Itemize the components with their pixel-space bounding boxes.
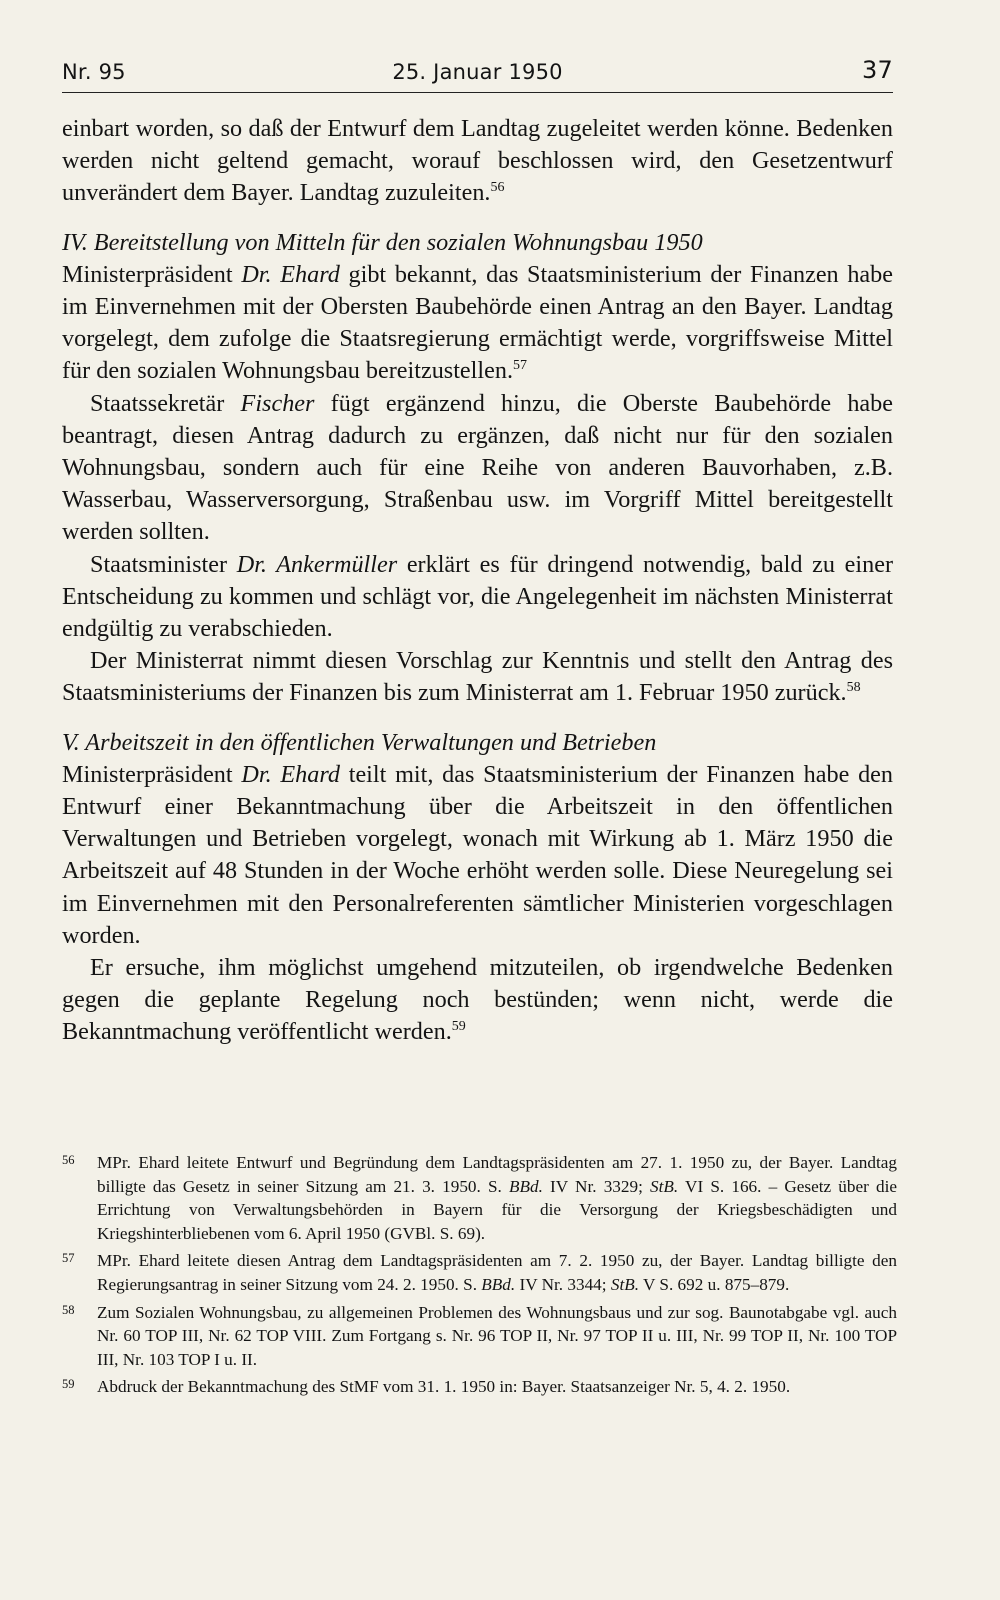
footnote-ref[interactable]: 59 xyxy=(451,1019,466,1035)
document-number: Nr. 95 xyxy=(62,60,126,84)
person-name: Fischer xyxy=(240,389,315,417)
footnote: 57 MPr. Ehard leitete diesen Antrag dem Landtagspräsidenten am 7. 2. 1950 zu, der Bayer. Landtag billigte den Regierungsantrag in seiner Sitzung vom 24. 2. 1950. S. BBd. IV Nr. 3344; StB. V S. 692 u. 875–879. xyxy=(62,1249,897,1296)
section-heading: V. Arbeitszeit in den öffentlichen Verwaltungen und Betrieben xyxy=(62,728,657,756)
paragraph: Der Ministerrat nimmt diesen Vorschlag zur Kenntnis und stellt den Antrag des Staatsministeriums der Finanzen bis zum Ministerrat am 1. Februar 1950 zurück.$^{58}$ xyxy=(62,647,893,707)
footnotes xyxy=(62,1151,897,1403)
paragraph: Er ersuche, ihm möglichst umgehend mitzuteilen, ob irgendwelche Bedenken gegen die geplante Regelung noch bestünden; wenn nicht, werde die Bekanntmachung veröffentlicht werden.$^{59}$ xyxy=(62,954,893,1046)
paragraph: Staatssekretär Fischer fügt ergänzend hinzu, die Oberste Baubehörde habe beantragt, diesen Antrag dadurch zu ergänzen, daß nicht nur für den sozialen Wohnungsbau, sondern auch für eine Reihe von anderen Bauvorhaben, z.B. Wasserbau, Wasserversorgung, Straßenbau usw. im Vorgriff Mittel bereitgestellt werden sollten. xyxy=(62,389,893,546)
paragraph: Staatsminister Dr. Ankermüller erklärt es für dringend notwendig, bald zu einer Entscheidung zu kommen und schlägt vor, die Angelegenheit im nächsten Ministerrat endgültig zu verabschieden. xyxy=(62,550,894,643)
footnote-ref[interactable]: 57 xyxy=(513,358,527,374)
footnote-number: 59 xyxy=(62,1377,75,1392)
footnote-number: 58 xyxy=(62,1302,75,1317)
footnote: 56 MPr. Ehard leitete Entwurf und Begründung dem Landtagspräsidenten am 27. 1. 1950 zu, der Bayer. Landtag billigte das Gesetz in seiner Sitzung am 21. 3. 1950. S. BBd. IV Nr. 3329; StB. VI S. 166. – Gesetz über die Errichtung von Verwaltungsbehörden in Bayern für die Versorgung der Kriegsbeschädigten und Kriegshinterbliebenen vom 6. April 1950 (GVBl. S. 69). xyxy=(62,1151,897,1245)
header-rule xyxy=(62,92,893,93)
footnote-ref[interactable]: 58 xyxy=(846,680,861,696)
running-header xyxy=(62,56,893,92)
paragraph: Ministerpräsident Dr. Ehard teilt mit, das Staatsministerium der Finanzen habe den Entwurf einer Bekanntmachung über die Arbeitszeit in den öffentlichen Verwaltungen und Betrieben vorgelegt, wonach mit Wirkung ab 1. März 1950 die Arbeitszeit auf 48 Stunden in der Woche erhöht werden solle. Diese Neuregelung sei im Einvernehmen mit den Personalreferenten sämtlicher Ministerien vorgeschlagen worden. xyxy=(62,760,893,949)
header-date: 25. Januar 1950 xyxy=(392,60,563,84)
person-name: Dr. Ehard xyxy=(241,260,340,288)
paragraph: einbart worden, so daß der Entwurf dem Landtag zugeleitet werden könne. Bedenken werden nicht geltend gemacht, worauf beschlossen wird, den Gesetzentwurf unverändert dem Bayer. Landtag zuzuleiten.$^{56}$ xyxy=(62,115,893,207)
person-name: Dr. Ehard xyxy=(241,760,340,788)
page-number: 37 xyxy=(862,56,893,84)
footnote-number: 57 xyxy=(62,1251,75,1266)
footnote: 59 Abdruck der Bekanntmachung des StMF vom 31. 1. 1950 in: Bayer. Staatsanzeiger Nr. 5, 4. 2. 1950. xyxy=(62,1375,897,1399)
section-heading: IV. Bereitstellung von Mitteln für den sozialen Wohnungsbau 1950 xyxy=(62,228,703,256)
footnote-number: 56 xyxy=(62,1153,75,1167)
paragraph: Ministerpräsident Dr. Ehard gibt bekannt, das Staatsministerium der Finanzen habe im Einvernehmen mit der Obersten Baubehörde einen Antrag an den Bayer. Landtag vorgelegt, dem zufolge die Staatsregierung ermächtigt werde, vorgriffsweise Mittel für den sozialen Wohnungsbau bereitzustellen.$^{57}$ xyxy=(62,260,893,385)
footnote: 58 Zum Sozialen Wohnungsbau, zu allgemeinen Problemen des Wohnungsbaus und zur sog. Baunotabgabe vgl. auch Nr. 60 TOP III, Nr. 62 TOP VIII. Zum Fortgang s. Nr. 96 TOP II, Nr. 97 TOP II u. III, Nr. 99 TOP II, Nr. 100 TOP III, Nr. 103 TOP I u. II. xyxy=(62,1301,897,1372)
footnote-ref[interactable]: 56 xyxy=(490,180,505,196)
person-name: Dr. Ankermüller xyxy=(236,550,398,578)
main-text xyxy=(62,113,893,1049)
